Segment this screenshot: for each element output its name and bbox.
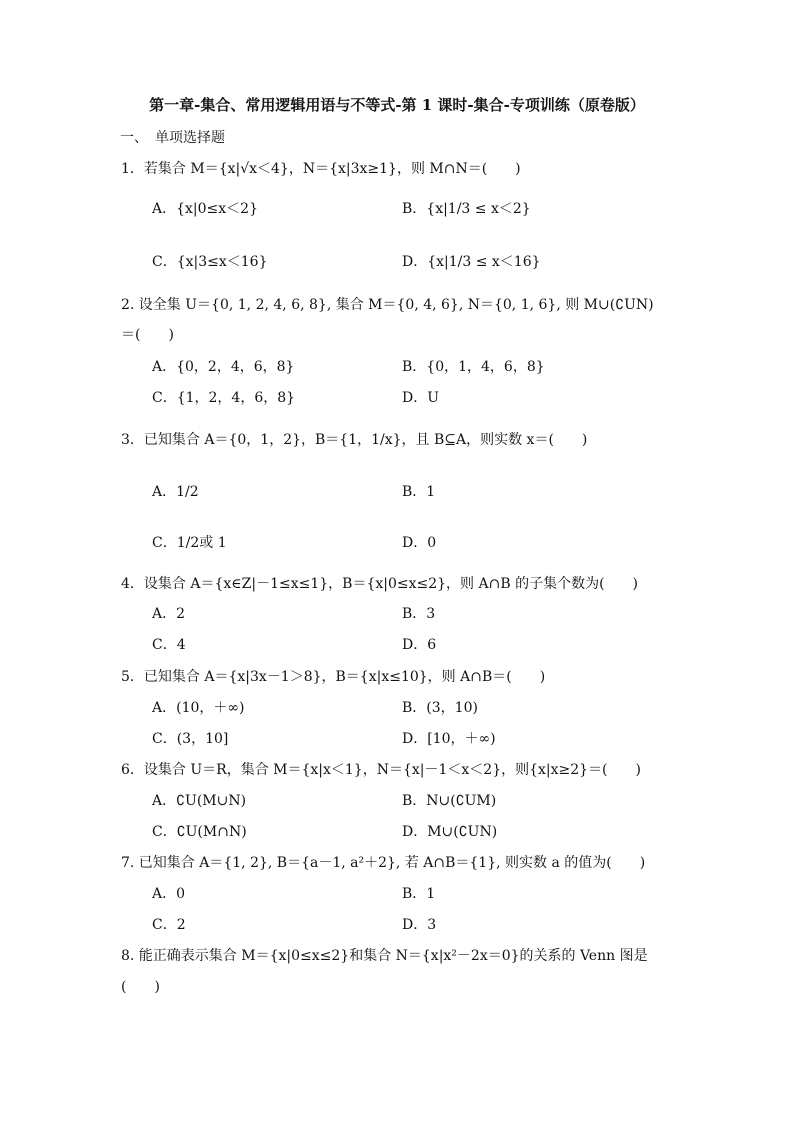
question-6-option-c: C．∁U(M∩N) [152,824,247,840]
question-7-option-d: D．3 [402,917,437,933]
question-2-option-d: D．U [402,390,440,406]
question-3-option-a: A．1/2 [152,484,199,500]
question-5-option-b: B．(3，10) [402,700,478,716]
question-4-option-d: D．6 [402,637,437,653]
question-4-option-b: B．3 [402,606,436,622]
question-1-option-c: C．{x|3≤x＜16} [152,254,268,270]
question-3-stem: 3．已知集合 A＝{0，1，2}，B＝{1，1/x}，且 B⊆A，则实数 x＝( ) [121,432,588,448]
question-1-option-a: A．{x|0≤x＜2} [152,201,258,217]
question-3-option-b: B．1 [402,484,436,500]
question-4-option-c: C．4 [152,637,186,653]
question-7-option-c: C．2 [152,917,186,933]
question-2-option-b: B．{0，1，4，6，8} [402,359,545,375]
question-2-option-c: C．{1，2，4，6，8} [152,390,296,406]
question-5-option-c: C．(3，10] [152,731,229,747]
question-7-option-a: A．0 [152,886,186,902]
question-6-option-b: B．N∪(∁UM) [402,793,497,809]
question-7-option-b: B．1 [402,886,436,902]
question-5-stem: 5．已知集合 A＝{x|3x－1＞8}，B＝{x|x≤10}，则 A∩B＝( ) [121,669,546,685]
question-5-option-d: D．[10，＋∞) [402,731,496,747]
question-6-stem: 6．设集合 U＝R，集合 M＝{x|x＜1}，N＝{x|－1＜x＜2}，则{x|x≥2}＝( ) [121,762,641,778]
question-1-option-d: D．{x|1/3 ≤ x＜16} [402,254,541,270]
question-3-option-d: D．0 [402,535,437,551]
question-1-stem: 1．若集合 M＝{x|√x＜4}，N＝{x|3x≥1}，则 M∩N＝( ) [121,161,521,177]
question-6-option-d: D．M∪(∁UN) [402,824,498,840]
question-6-option-a: A．∁U(M∪N) [152,793,247,809]
question-4-option-a: A．2 [152,606,186,622]
question-4-stem: 4．设集合 A＝{x∈Z|－1≤x≤1}，B＝{x|0≤x≤2}，则 A∩B 的子集个数为( ) [121,576,638,592]
question-8-stem-continued: ( ) [121,979,160,995]
question-2-stem-continued: ＝( ) [121,327,174,343]
section-heading: 一、 单项选择题 [120,130,225,146]
question-5-option-a: A．(10，＋∞) [152,700,245,716]
question-1-option-b: B．{x|1/3 ≤ x＜2} [402,201,531,217]
question-2-option-a: A．{0，2，4，6，8} [152,359,295,375]
question-8-stem: 8. 能正确表示集合 M＝{x|0≤x≤2}和集合 N＝{x|x²－2x＝0}的关系的 Venn 图是 [121,948,648,964]
question-2-stem: 2. 设全集 U＝{0, 1, 2, 4, 6, 8}, 集合 M＝{0, 4, 6}, N＝{0, 1, 6}, 则 M∪(∁UN) [121,297,654,313]
document-title: 第一章-集合、常用逻辑用语与不等式-第 1 课时-集合-专项训练（原卷版） [149,96,645,114]
question-3-option-c: C．1/2或 1 [152,535,227,551]
question-7-stem: 7. 已知集合 A＝{1, 2}, B＝{a－1, a²＋2}, 若 A∩B＝{1}, 则实数 a 的值为( ) [121,855,646,871]
